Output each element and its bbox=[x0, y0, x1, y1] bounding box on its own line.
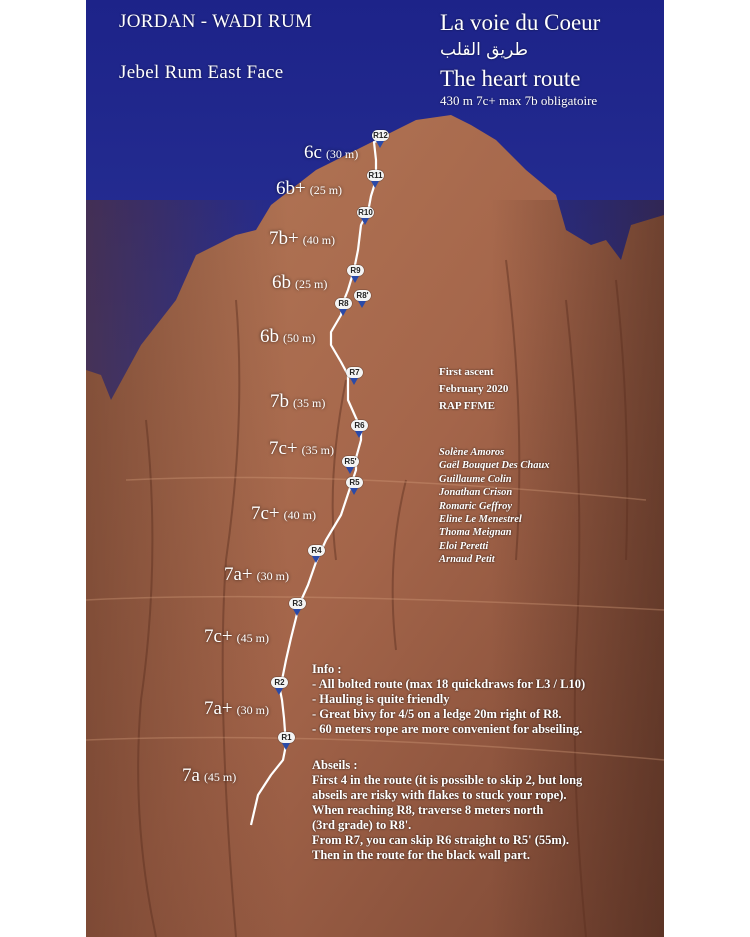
relay-label: R10 bbox=[358, 208, 373, 217]
length-label: (35 m) bbox=[301, 443, 334, 457]
relay-marker bbox=[271, 677, 288, 688]
pitch-grade bbox=[182, 765, 236, 787]
relay-marker bbox=[335, 298, 352, 309]
relay-marker bbox=[308, 545, 325, 556]
relay-pin-icon bbox=[346, 467, 354, 474]
relay-label: R12 bbox=[373, 131, 388, 140]
relay-pin-icon bbox=[358, 301, 366, 308]
pitch-grade bbox=[276, 178, 342, 200]
length-label: (25 m) bbox=[295, 277, 328, 291]
first-ascent-team: RAP FFME bbox=[439, 400, 495, 412]
abseils-line: Then in the route for the black wall part. bbox=[312, 848, 530, 862]
grade-label: 7a+ bbox=[224, 564, 253, 585]
length-label: (35 m) bbox=[293, 396, 326, 410]
relay-marker bbox=[289, 598, 306, 609]
relay-marker bbox=[354, 290, 371, 301]
info-block bbox=[312, 662, 585, 737]
info-item: - All bolted route (max 18 quickdraws for L3 / L10) bbox=[312, 677, 586, 691]
length-label: (30 m) bbox=[325, 147, 359, 161]
relay-label: R5 bbox=[349, 478, 360, 487]
relay-label: R1 bbox=[281, 733, 292, 742]
pitch-grade bbox=[204, 698, 269, 720]
abseils-line: From R7, you can skip R6 straight to R5' (55m). bbox=[312, 833, 570, 847]
relay-pin-icon bbox=[355, 431, 363, 438]
grade-label: 7a bbox=[182, 765, 200, 786]
climber-name: Eline Le Menestrel bbox=[439, 514, 522, 526]
route-specs: 430 m 7c+ max 7b obligatoire bbox=[440, 93, 598, 108]
pitch-grade bbox=[270, 391, 325, 413]
pitch-grade bbox=[304, 142, 358, 164]
pitch-grade bbox=[204, 626, 269, 648]
climber-name: Romaric Geffroy bbox=[439, 500, 513, 512]
info-item: - Hauling is quite friendly bbox=[312, 692, 450, 706]
location-label: JORDAN - WADI RUM bbox=[119, 11, 313, 32]
relay-pin-icon bbox=[293, 609, 301, 616]
pitch-grade bbox=[272, 272, 327, 294]
climber-name: Thoma Meignan bbox=[439, 527, 512, 539]
length-label: (30 m) bbox=[256, 569, 289, 583]
relay-label: R5' bbox=[344, 457, 357, 466]
climber-name: Arnaud Petit bbox=[439, 554, 495, 566]
relay-pin-icon bbox=[361, 218, 369, 225]
climber-name: Jonathan Crison bbox=[439, 487, 513, 499]
abseils-heading: Abseils : bbox=[312, 758, 358, 772]
abseils-line: (3rd grade) to R8'. bbox=[312, 818, 412, 832]
relay-marker bbox=[347, 265, 364, 276]
pitch-grade bbox=[269, 228, 335, 250]
relay-marker bbox=[346, 477, 363, 488]
pitch-grade bbox=[224, 564, 289, 586]
face-label: Jebel Rum East Face bbox=[119, 62, 284, 83]
grade-label: 6b bbox=[272, 272, 291, 293]
relay-marker bbox=[351, 420, 368, 431]
length-label: (50 m) bbox=[283, 331, 316, 345]
grade-label: 6b+ bbox=[276, 178, 306, 199]
relay-marker bbox=[346, 367, 363, 378]
abseils-line: First 4 in the route (it is possible to skip 2, but long bbox=[312, 773, 583, 787]
relay-label: R11 bbox=[368, 171, 383, 180]
relay-label: R3 bbox=[292, 599, 303, 608]
relay-pin-icon bbox=[371, 181, 379, 188]
grade-label: 7b bbox=[270, 391, 289, 412]
relay-marker bbox=[357, 207, 374, 218]
pitch-grade bbox=[251, 503, 316, 525]
grade-label: 6c bbox=[304, 142, 322, 163]
relay-pin-icon bbox=[275, 688, 283, 695]
relay-label: R4 bbox=[311, 546, 322, 555]
climber-name: Solène Amoros bbox=[439, 447, 505, 458]
relay-pin-icon bbox=[350, 488, 358, 495]
grade-label: 7b+ bbox=[269, 228, 299, 249]
abseils-line: When reaching R8, traverse 8 meters north bbox=[312, 803, 544, 817]
length-label: (40 m) bbox=[283, 508, 316, 522]
relay-pin-icon bbox=[339, 309, 347, 316]
relay-label: R2 bbox=[274, 678, 285, 687]
grade-label: 7c+ bbox=[269, 438, 298, 459]
abseils-block bbox=[312, 758, 582, 863]
relay-marker bbox=[278, 732, 295, 743]
pitch-grade bbox=[260, 326, 315, 348]
relay-pin-icon bbox=[312, 556, 320, 563]
pitch-grade bbox=[269, 438, 334, 460]
grade-label: 7c+ bbox=[204, 626, 233, 647]
relay-label: R6 bbox=[354, 421, 365, 430]
relay-pin-icon bbox=[350, 378, 358, 385]
relay-label: R9 bbox=[350, 266, 361, 275]
relay-marker bbox=[342, 456, 359, 467]
first-ascent-date: February 2020 bbox=[439, 383, 509, 395]
route-name-en: The heart route bbox=[440, 66, 581, 91]
grade-label: 6b bbox=[260, 326, 279, 347]
climber-name: Gaël Bouquet Des Chaux bbox=[439, 460, 550, 472]
relay-marker bbox=[372, 130, 389, 141]
length-label: (45 m) bbox=[236, 631, 269, 645]
relay-pin-icon bbox=[282, 743, 290, 750]
climber-list bbox=[439, 446, 550, 567]
first-ascent-block bbox=[439, 364, 508, 415]
length-label: (45 m) bbox=[203, 770, 237, 784]
length-label: (30 m) bbox=[236, 703, 269, 717]
relay-label: R8 bbox=[338, 299, 349, 308]
climber-name: Guillaume Colin bbox=[439, 473, 512, 485]
relay-label: R8' bbox=[356, 291, 369, 300]
route-name-fr: La voie du Coeur bbox=[440, 10, 601, 35]
length-label: (25 m) bbox=[309, 183, 343, 197]
first-ascent-label: First ascent bbox=[439, 366, 494, 378]
info-heading: Info : bbox=[312, 662, 342, 676]
relay-label: R7 bbox=[349, 368, 360, 377]
relay-marker bbox=[367, 170, 384, 181]
grade-label: 7a+ bbox=[204, 698, 233, 719]
climber-name: Eloi Peretti bbox=[439, 540, 489, 552]
grade-label: 7c+ bbox=[251, 503, 280, 524]
relay-pin-icon bbox=[376, 141, 384, 148]
rock-face-photo bbox=[86, 0, 664, 937]
route-name-ar: طريق القلب bbox=[440, 40, 529, 60]
info-item: - Great bivy for 4/5 on a ledge 20m right of R8. bbox=[312, 707, 562, 721]
length-label: (40 m) bbox=[302, 233, 336, 247]
info-item: - 60 meters rope are more convenient for abseiling. bbox=[312, 722, 583, 736]
abseils-line: abseils are risky with flakes to stuck your rope). bbox=[312, 788, 567, 802]
relay-pin-icon bbox=[351, 276, 359, 283]
